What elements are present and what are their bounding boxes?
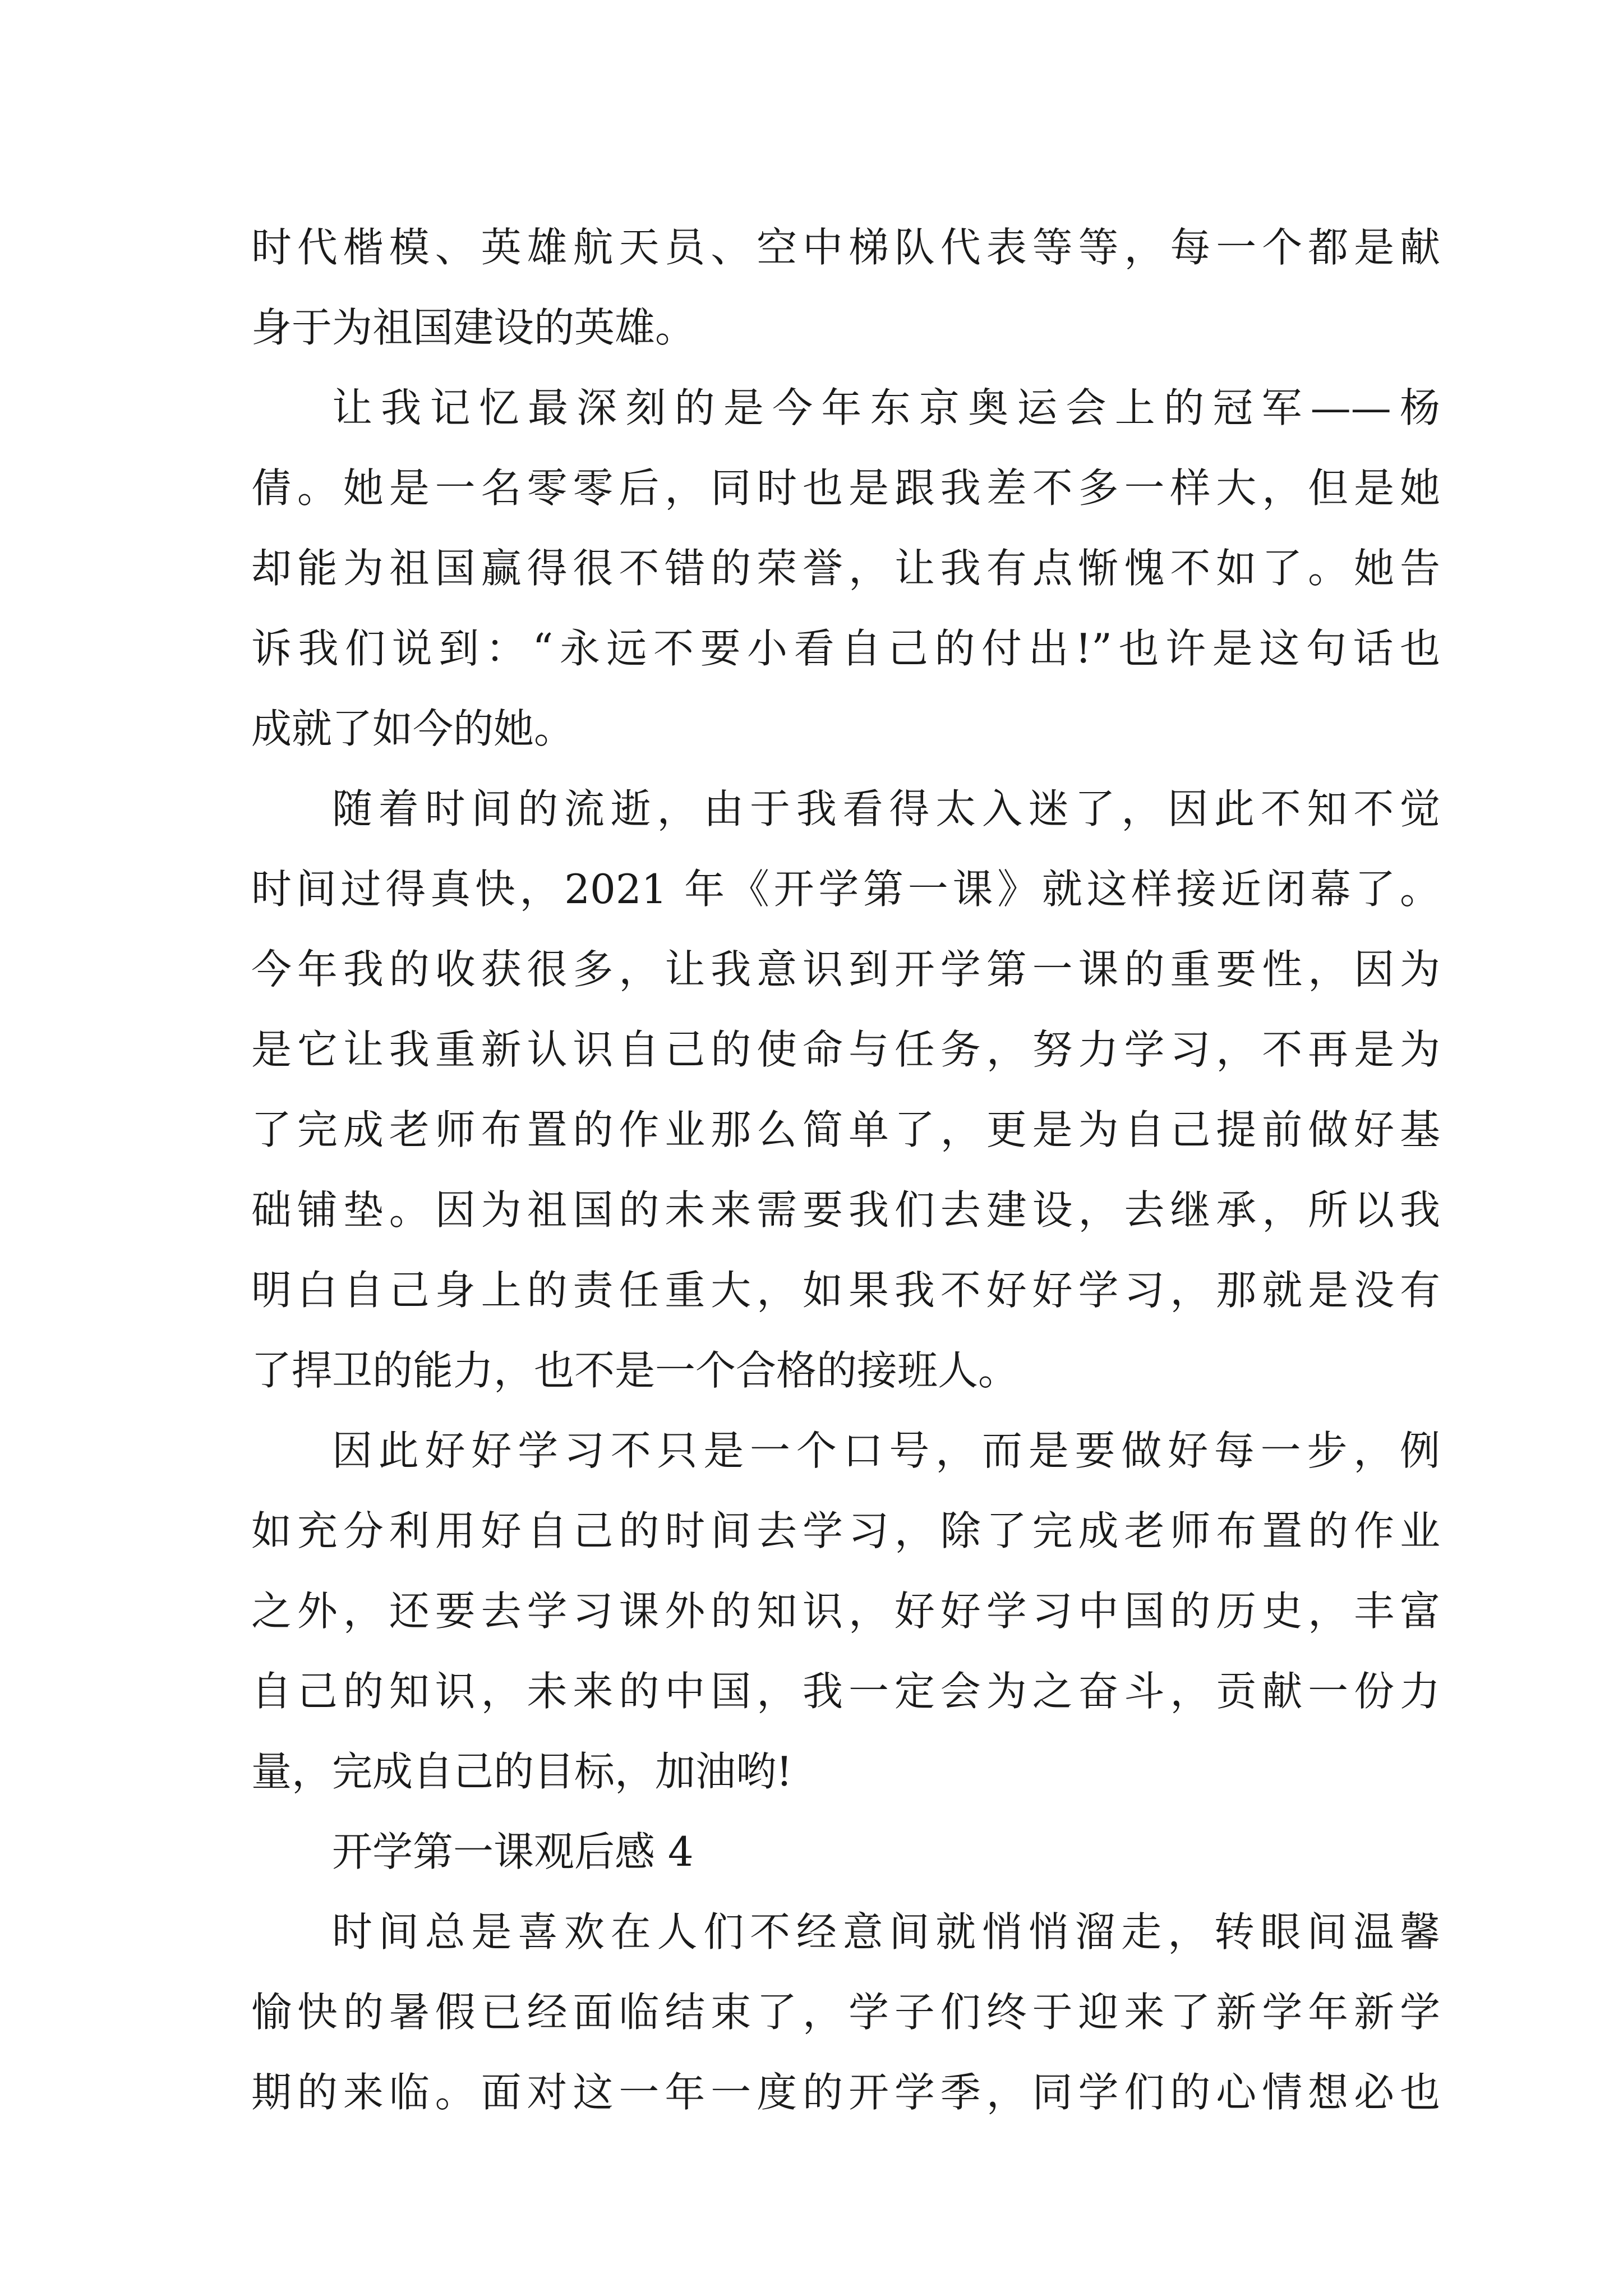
- text-line: 明白自己身上的责任重大，如果我不好好学习，那就是没有: [251, 1267, 1440, 1314]
- text-line: 因此好好学习不只是一个口号，而是要做好每一步，例: [332, 1427, 1440, 1474]
- paragraph: [251, 208, 1440, 368]
- text-line: 量，完成自己的目标，加油哟!: [251, 1748, 792, 1795]
- text-line: 了捍卫的能力，也不是一个合格的接班人。: [251, 1347, 1019, 1394]
- text-line: 让我记忆最深刻的是今年东京奥运会上的冠军——杨: [332, 384, 1440, 431]
- text-line: 时间总是喜欢在人们不经意间就悄悄溜走，转眼间温馨: [332, 1908, 1440, 1955]
- text-line: 时间过得真快，2021 年《开学第一课》就这样接近闭幕了。: [251, 866, 1440, 913]
- paragraph: [251, 1892, 1440, 2133]
- document-body: [251, 208, 1440, 2133]
- text-line: 诉我们说到：“永远不要小看自己的付出!”也许是这句话也: [251, 625, 1440, 672]
- text-line: 了完成老师布置的作业那么简单了，更是为自己提前做好基: [251, 1106, 1440, 1153]
- section-heading: [251, 1812, 1440, 1892]
- text-line: 身于为祖国建设的英雄。: [251, 304, 696, 351]
- paragraph: [251, 368, 1440, 769]
- text-line: 自己的知识，未来的中国，我一定会为之奋斗，贡献一份力: [251, 1668, 1440, 1715]
- text-line: 却能为祖国赢得很不错的荣誉，让我有点惭愧不如了。她告: [251, 545, 1440, 592]
- heading-text: 开学第一课观后感 4: [332, 1828, 694, 1875]
- text-line: 如充分利用好自己的时间去学习，除了完成老师布置的作业: [251, 1507, 1440, 1554]
- text-line: 倩。她是一名零零后，同时也是跟我差不多一样大，但是她: [251, 464, 1440, 512]
- text-line: 是它让我重新认识自己的使命与任务，努力学习，不再是为: [251, 1026, 1440, 1073]
- text-line: 今年我的收获很多，让我意识到开学第一课的重要性，因为: [251, 946, 1440, 993]
- text-line: 随着时间的流逝，由于我看得太入迷了，因此不知不觉: [332, 785, 1440, 832]
- text-line: 时代楷模、英雄航天员、空中梯队代表等等，每一个都是献: [251, 224, 1440, 271]
- text-line: 础铺垫。因为祖国的未来需要我们去建设，去继承，所以我: [251, 1186, 1440, 1234]
- text-line: 愉快的暑假已经面临结束了，学子们终于迎来了新学年新学: [251, 1989, 1440, 2036]
- paragraph: [251, 1411, 1440, 1812]
- paragraph: [251, 769, 1440, 1411]
- text-line: 成就了如今的她。: [251, 705, 575, 752]
- text-line: 期的来临。面对这一年一度的开学季，同学们的心情想必也: [251, 2069, 1440, 2116]
- text-line: 之外，还要去学习课外的知识，好好学习中国的历史，丰富: [251, 1588, 1440, 1635]
